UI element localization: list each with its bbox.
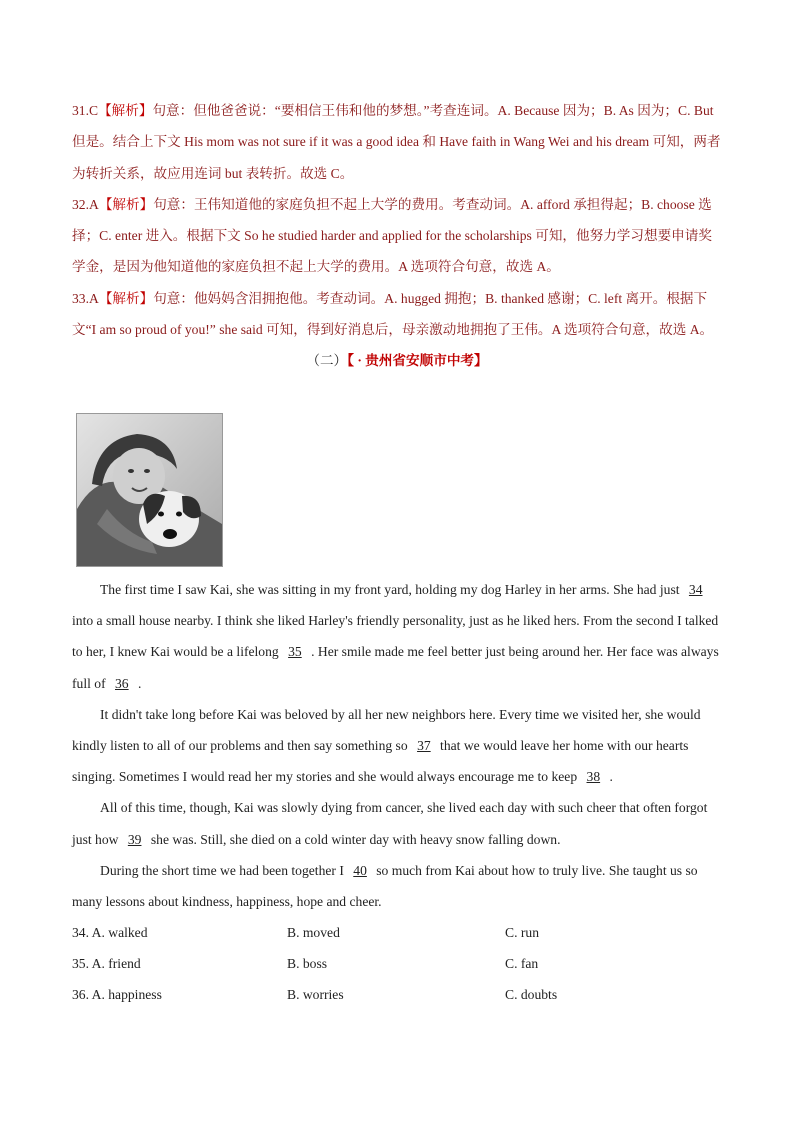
analysis-tag: 【解析】 xyxy=(98,196,154,212)
bracket-close: 】 xyxy=(474,353,488,368)
blank-36: 36 xyxy=(115,675,129,691)
blank-37: 37 xyxy=(417,738,431,754)
answer-33 xyxy=(72,283,722,346)
answer-text: 句意：王伟知道他的家庭负担不起上大学的费用。考查动词。A. afford 承担得起；B. choose 选择；C. enter 进入。根据下文 So he studied harder and applied for the scholarships 可知，他努力学习想要申请奖学金，是因为他知道他的家庭负担不起上大学的费用。A 选项符合句意，故选 A。 xyxy=(72,196,712,275)
answer-32 xyxy=(72,189,722,283)
option-c: C. run xyxy=(505,925,539,940)
option-b: B. worries xyxy=(287,987,344,1002)
analysis-tag: 【解析】 xyxy=(98,103,153,118)
answer-options xyxy=(72,917,722,1010)
option-a: 35. A. friend xyxy=(72,956,141,971)
option-a: 34. A. walked xyxy=(72,925,148,940)
answer-text: 句意：他妈妈含泪拥抱他。考查动词。A. hugged 拥抱；B. thanked 感谢；C. left 离开。根据下文“I am so proud of you!” she said 可知，得到好消息后，母亲激动地拥抱了王伟。A 选项符合句意，故选 A。 xyxy=(72,290,714,338)
option-a: 36. A. happiness xyxy=(72,987,162,1002)
blank-34: 34 xyxy=(688,582,703,597)
answer-31 xyxy=(72,95,722,189)
answer-number: 31.C xyxy=(72,103,99,118)
passage-paragraph-3: All of this time, though, Kai was slowly dying from cancer, she lived each day with such cheer that often forgot just how 39 she was. Still, she died on a cold winter day with heavy snow falling down. xyxy=(72,800,708,847)
blank-39: 39 xyxy=(127,831,142,847)
answer-number: 32.A xyxy=(72,196,99,212)
blank-40: 40 xyxy=(353,862,367,878)
option-c: C. fan xyxy=(505,956,539,971)
passage-photo xyxy=(76,413,223,567)
option-b: B. boss xyxy=(287,956,328,971)
reading-passage xyxy=(72,574,722,917)
answer-text: 句意：但他爸爸说：“要相信王伟和他的梦想。”考查连词。A. Because 因为；B. As 因为；C. But 但是。结合上下文 His mom was not sure if it was a good idea 和 Have faith in Wang Wei and his dream 可知，两者为转折关系，故应用连词 but 表转折。故选 C。 xyxy=(72,103,721,181)
passage-paragraph-1: The first time I saw Kai, she was sitting in my front yard, holding my dog Harley in her arms. She had just 34 into a small house nearby. I think she liked Harley's friendly personality, just as he liked hers. From the second I talked to her, I knew Kai would be a lifelong 35 . Her smile made me feel better just being around her. Her face was always full of 36 . xyxy=(72,582,719,691)
option-b: B. moved xyxy=(287,925,340,940)
option-c: C. doubts xyxy=(505,987,558,1002)
passage-paragraph-4: During the short time we had been together I 40 so much from Kai about how to truly live. She taught us so many lessons about kindness, happiness, hope and cheer. xyxy=(72,862,698,910)
answer-explanations xyxy=(72,95,722,345)
passage-paragraph-2: It didn't take long before Kai was beloved by all her new neighbors here. Every time we visited her, she would kindly listen to all of our problems and then say something so 37 that we would leave her home with our hearts singing. Sometimes I would read her my stories and she would always encourage me to keep 38 . xyxy=(72,706,701,785)
woman-hugging-dog-photo xyxy=(77,414,222,566)
section-number: （二） xyxy=(306,353,348,368)
answer-number: 33.A xyxy=(72,290,99,306)
bracket-open: 【 xyxy=(347,353,354,368)
blank-38: 38 xyxy=(586,769,601,785)
question-36-options xyxy=(72,979,722,1010)
question-34-options xyxy=(72,917,722,948)
section-heading xyxy=(0,347,794,375)
analysis-tag: 【解析】 xyxy=(98,290,154,306)
blank-35: 35 xyxy=(288,644,302,660)
question-35-options xyxy=(72,948,722,979)
section-source: · 贵州省安顺市中考 xyxy=(353,353,475,368)
